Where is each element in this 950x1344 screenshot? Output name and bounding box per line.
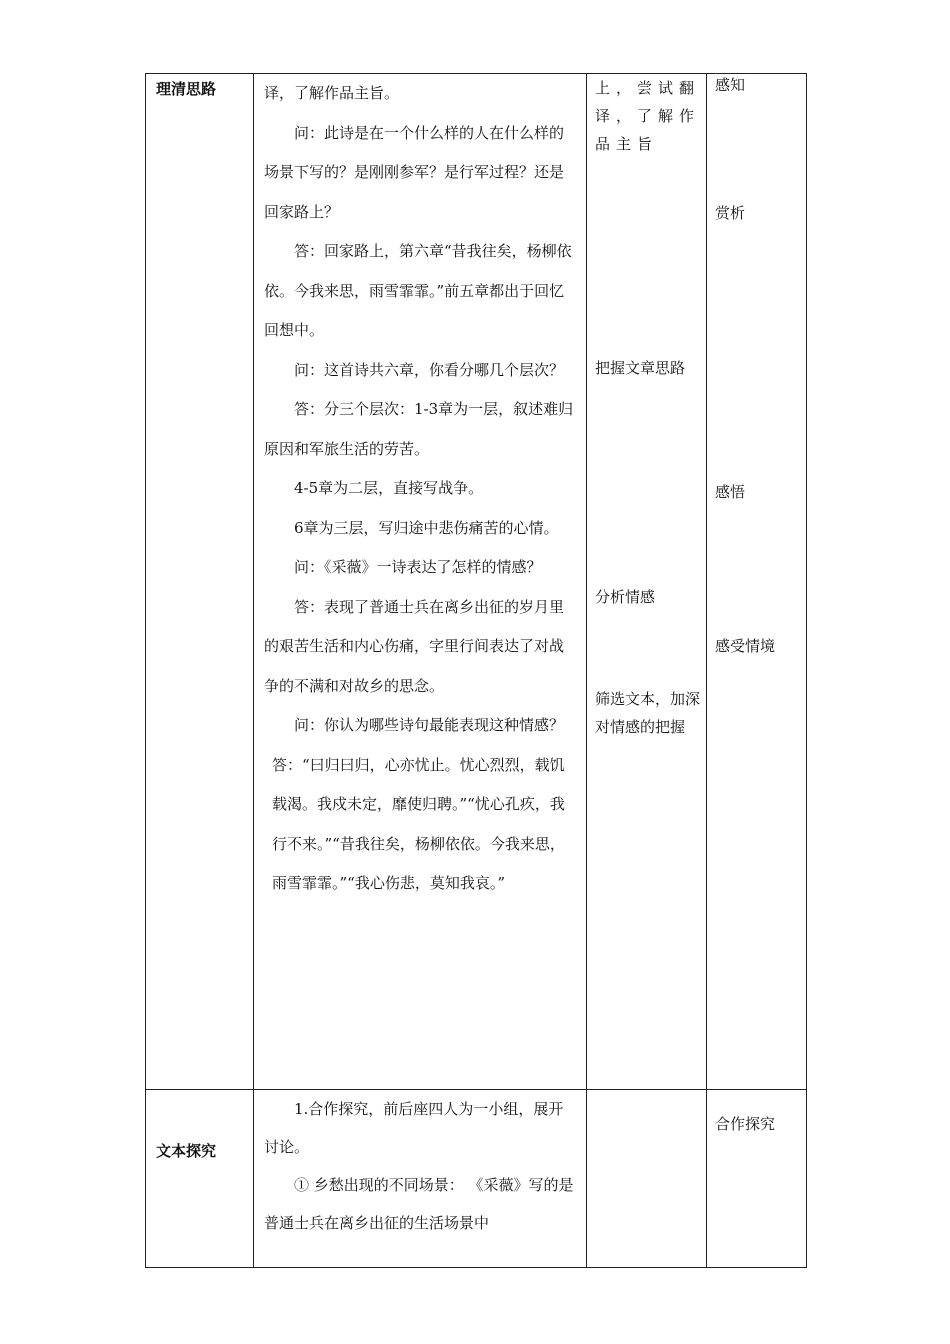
teaching-content [254,74,586,904]
stage-label-cell [146,1090,254,1268]
content-paragraph: 1.合作探究，前后座四人为一小组，展开讨论。 [264,1100,564,1156]
content-paragraph: 答：回家路上，第六章“昔我往矣，杨柳依依。今我来思，雨雪霏霏。”前五章都出于回忆回想中。 [264,242,572,339]
content-paragraph: 答：分三个层次：1-3章为一层，叙述难归原因和军旅生活的劳苦。 [264,400,574,458]
intent-text: 赏析 [715,204,746,222]
content-paragraph: 答：“曰归曰归，心亦忧止。忧心烈烈，载饥载渴。我戍未定，靡使归聘。”“忧心孔疚，我行不来。”“昔我往矣，杨柳依依。今我来思，雨雪霏霏。”“我心伤悲，莫知我哀。” [272,755,565,892]
intent-text: 感受情境 [715,637,776,655]
intent-text: 感知 [715,76,746,94]
intent-text: 合作探究 [715,1115,776,1133]
activity-text: 分析情感 [595,588,656,606]
content-paragraph: 问：这首诗共六章，你看分哪几个层次？ [294,360,565,379]
teaching-content-cell [254,74,587,1090]
activity-text: 上，尝试翻译，了解作品主旨 [595,79,701,153]
activity-text: 筛选文本，加深对情感的把握 [595,690,701,736]
teaching-content [254,1090,586,1242]
content-paragraph: 译，了解作品主旨。 [264,84,400,102]
stage-label: 理清思路 [156,80,217,98]
content-paragraph: ① 乡愁出现的不同场景： 《采薇》写的是普通士兵在离乡出征的生活场景中 [264,1176,574,1232]
stage-label: 文本探究 [156,1141,217,1160]
design-intent-cell [707,1090,807,1268]
content-paragraph: 问：你认为哪些诗句最能表现这种情感？ [294,716,565,734]
student-activity-cell [587,1090,707,1268]
content-paragraph: 答：表现了普通士兵在离乡出征的岁月里的艰苦生活和内心伤痛，字里行间表达了对战争的不满和对故乡的思念。 [264,597,565,695]
teaching-content-cell [254,1090,587,1268]
table-row [146,74,807,1090]
intent-text: 感悟 [715,483,746,501]
content-paragraph: 问：《采薇》一诗表达了怎样的情感？ [294,558,542,576]
stage-label-cell [146,74,254,1090]
activity-text: 把握文章思路 [595,359,686,377]
student-activity-cell [587,74,707,1090]
table-row [146,1090,807,1268]
content-paragraph: 4-5章为二层，直接写战争。 [294,479,484,497]
content-paragraph: 问：此诗是在一个什么样的人在什么样的场景下写的？是刚刚参军？是行军过程？还是回家路上？ [264,123,565,221]
content-paragraph: 6章为三层，写归途中悲伤痛苦的心情。 [294,518,559,537]
design-intent-cell [707,74,807,1090]
lesson-plan-table [145,73,807,1268]
